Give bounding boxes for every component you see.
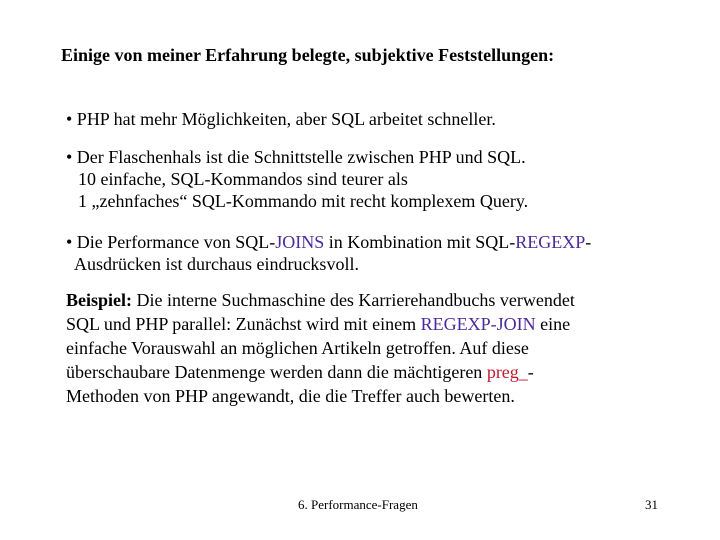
bullet-line: 10 einfache, SQL-Kommandos sind teurer als xyxy=(78,169,408,189)
example-line: Methoden von PHP angewandt, die die Treffer auch bewerten. xyxy=(66,386,515,406)
example-line xyxy=(66,312,575,336)
bullet-performance xyxy=(66,231,591,275)
bullet-line: Ausdrücken ist durchaus eindrucksvoll. xyxy=(74,254,359,274)
bullet-line xyxy=(66,231,591,253)
keyword-regexp-join: REGEXP-JOIN xyxy=(420,314,536,334)
bullet-line: • PHP hat mehr Möglichkeiten, aber SQL arbeitet schneller. xyxy=(66,109,496,129)
example-label: Beispiel: xyxy=(66,290,132,310)
example-line xyxy=(66,288,575,312)
example-line xyxy=(66,360,575,384)
bullet-line: 1 „zehnfaches“ SQL-Kommando mit recht komplexem Query. xyxy=(78,191,529,211)
footer-section-title: 6. Performance-Fragen xyxy=(298,497,418,512)
example-line: einfache Vorauswahl an möglichen Artikeln getroffen. Auf diese xyxy=(66,338,529,358)
keyword-preg: preg_ xyxy=(486,362,528,382)
text-segment: überschaubare Datenmenge werden dann die mächtigeren xyxy=(66,362,487,382)
bullet-line: • Der Flaschenhals ist die Schnittstelle zwischen PHP und SQL. xyxy=(66,147,526,167)
keyword-joins: JOINS xyxy=(275,232,325,252)
text-segment: SQL und PHP parallel: Zunächst wird mit einem xyxy=(66,314,421,334)
keyword-regexp: REGEXP xyxy=(515,232,586,252)
bullet-php-vs-sql xyxy=(66,108,496,130)
bullet-bottleneck xyxy=(66,146,528,212)
text-segment: - xyxy=(527,362,534,382)
text-segment: Die interne Suchmaschine des Karrierehandbuchs verwendet xyxy=(132,290,575,310)
text-segment: eine xyxy=(535,314,571,334)
text-segment: - xyxy=(585,232,592,252)
text-segment: • Die Performance von SQL- xyxy=(66,232,276,252)
slide-title: Einige von meiner Erfahrung belegte, subjektive Feststellungen: xyxy=(61,45,555,65)
example-paragraph xyxy=(66,288,575,408)
text-segment: in Kombination mit SQL- xyxy=(324,232,516,252)
page-number: 31 xyxy=(645,497,658,512)
